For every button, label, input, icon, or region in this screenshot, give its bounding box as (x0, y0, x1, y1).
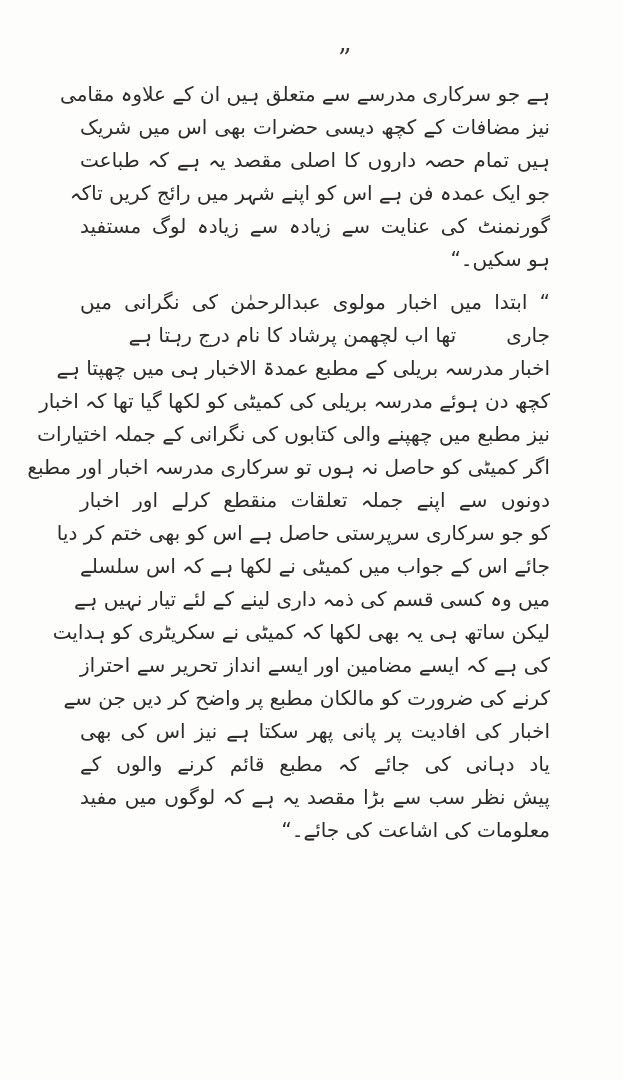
text-line: اگر کمیٹی کو حاصل نہ ہوں تو سرکاری مدرسہ اخبار اور مطبع (27, 455, 550, 479)
text-line: ہیں تمام حصہ داروں کا اصلی مقصد یہ ہے کہ طباعت (80, 148, 550, 172)
text-line: جائے اس کے جواب میں کمیٹی نے لکھا ہے کہ اس سلسلے (80, 554, 550, 578)
text-line: میں وہ کسی قسم کی ذمہ داری لینے کے لئے تیار نہیں ہے (74, 587, 550, 611)
text-line: کو جو سرکاری سرپرستی حاصل ہے اس کو بھی ختم کر دیا (56, 521, 550, 545)
manuscript-text (27, 78, 550, 847)
text-line: دونوں سے اپنے جملہ تعلقات منقطع کرلے اور اخبار (80, 488, 550, 512)
paragraph-one (60, 78, 550, 276)
text-line: نیز مضافات کے کچھ دیسی حضرات بھی اس میں شریک (80, 115, 550, 139)
text-line: نیز مطبع میں چھپنے والی کتابوں کی نگرانی کے جملہ اختیارات (37, 422, 550, 446)
text-line: اخبار مدرسہ بریلی کے مطبع عمدۃ الاخبار ہی میں چھپتا ہے (56, 356, 550, 380)
text-line: گورنمنٹ کی عنایت سے زیادہ سے زیادہ لوگ مستفید (80, 214, 550, 238)
text-line: لیکن ساتھ ہی یہ بھی لکھا کہ کمیٹی نے سکریٹری کو ہدایت (52, 620, 550, 644)
text-line: جو ایک عمدہ فن ہے اس کو اپنے شہر میں رائج کریں تاکہ (69, 181, 550, 205)
text-line: معلومات کی اشاعت کی جائے۔“ (281, 818, 550, 842)
word-jari: جاری (506, 323, 550, 347)
text-line: کچھ دن ہوئے مدرسہ بریلی کی کمیٹی کو لکھا گیا تھا کہ اخبار (39, 389, 550, 413)
text-line: یاد دہانی کی جائے کہ مطبع قائم کرنے والوں کے (80, 752, 550, 776)
text-line-jari (80, 319, 550, 352)
text-line: “ ابتدا میں اخبار مولوی عبدالرحمٰن کی نگرانی میں (80, 290, 550, 314)
page-quote-mark: ” (338, 44, 354, 74)
text-line: پیش نظر سب سے بڑا مقصد یہ ہے کہ لوگوں میں مفید (80, 785, 550, 809)
text-line: کی ہے کہ ایسے مضامین اور ایسے انداز تحریر سے احتراز (80, 653, 550, 677)
text-line: ہے جو سرکاری مدرسے سے متعلق ہیں ان کے علاوہ مقامی (60, 82, 550, 106)
text-line: کرنے کی ضرورت کو مالکان مطبع پر واضح کر دیں جن سے (63, 686, 550, 710)
text-fragment: تھا اب لچھمن پرشاد کا نام درج رہتا ہے (128, 323, 457, 347)
text-line: اخبار کی افادیت پر پانی پھر سکتا ہے نیز اس کی بھی (80, 719, 550, 743)
text-line: ہو سکیں۔“ (450, 247, 550, 271)
paragraph-two (27, 286, 550, 847)
